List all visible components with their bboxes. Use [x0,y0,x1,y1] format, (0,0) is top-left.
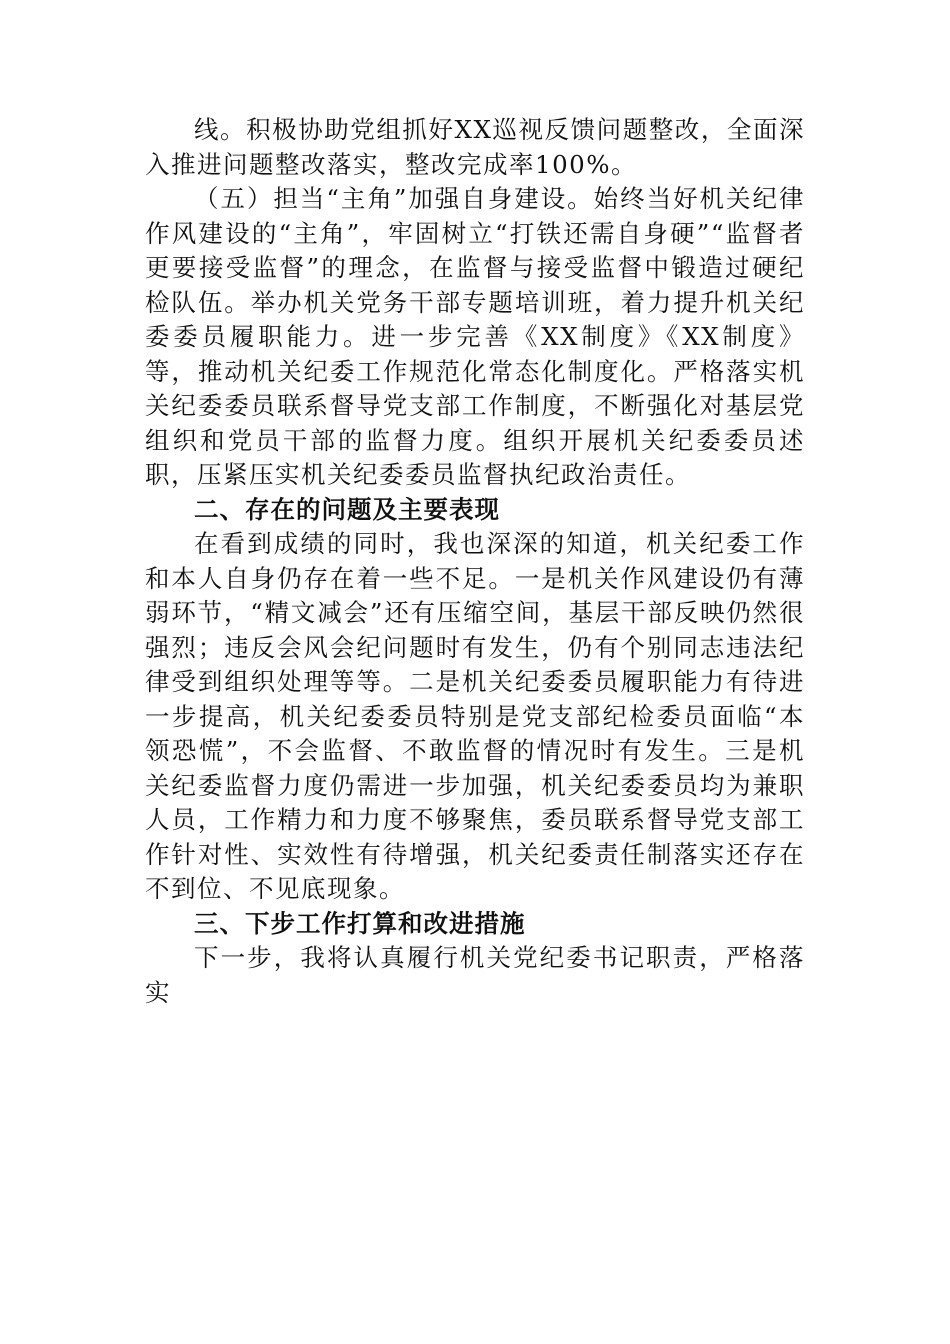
section-heading-problems: 二、存在的问题及主要表现 [194,494,500,524]
document-body [145,113,805,1010]
paragraph-self-building: （五）担当“主角”加强自身建设。始终当好机关纪律作风建设的“主角”，牢固树立“打铁还需自身硬”“监督者更要接受监督”的理念，在监督与接受监督中锻造过硬纪检队伍。举办机关党务干部专题培训班，着力提升机关纪委委员履职能力。进一步完善《XX制度》《XX制度》等，推动机关纪委工作规范化常态化制度化。严格落实机关纪委委员联系督导党支部工作制度，不断强化对基层党组织和党员干部的监督力度。组织开展机关纪委委员述职，压紧压实机关纪委委员监督执纪政治责任。 [145,184,805,489]
paragraph-continuation: 线。积极协助党组抓好XX巡视反馈问题整改，全面深入推进问题整改落实，整改完成率100%。 [145,115,805,179]
paragraph-problems: 在看到成绩的同时，我也深深的知道，机关纪委工作和本人自身仍存在着一些不足。一是机关作风建设仍有薄弱环节，“精文减会”还有压缩空间，基层干部反映仍然很强烈；违反会风会纪问题时有发生，仍有个别同志违法纪律受到组织处理等等。二是机关纪委委员履职能力有待进一步提高，机关纪委委员特别是党支部纪检委员面临“本领恐慌”，不会监督、不敢监督的情况时有发生。三是机关纪委监督力度仍需进一步加强，机关纪委委员均为兼职人员，工作精力和力度不够聚焦，委员联系督导党支部工作针对性、实效性有待增强，机关纪委责任制落实还存在不到位、不见底现象。 [145,529,805,903]
paragraph-next-steps: 下一步，我将认真履行机关党纪委书记职责，严格落实 [145,943,805,1007]
section-heading-next-steps: 三、下步工作打算和改进措施 [194,908,526,938]
